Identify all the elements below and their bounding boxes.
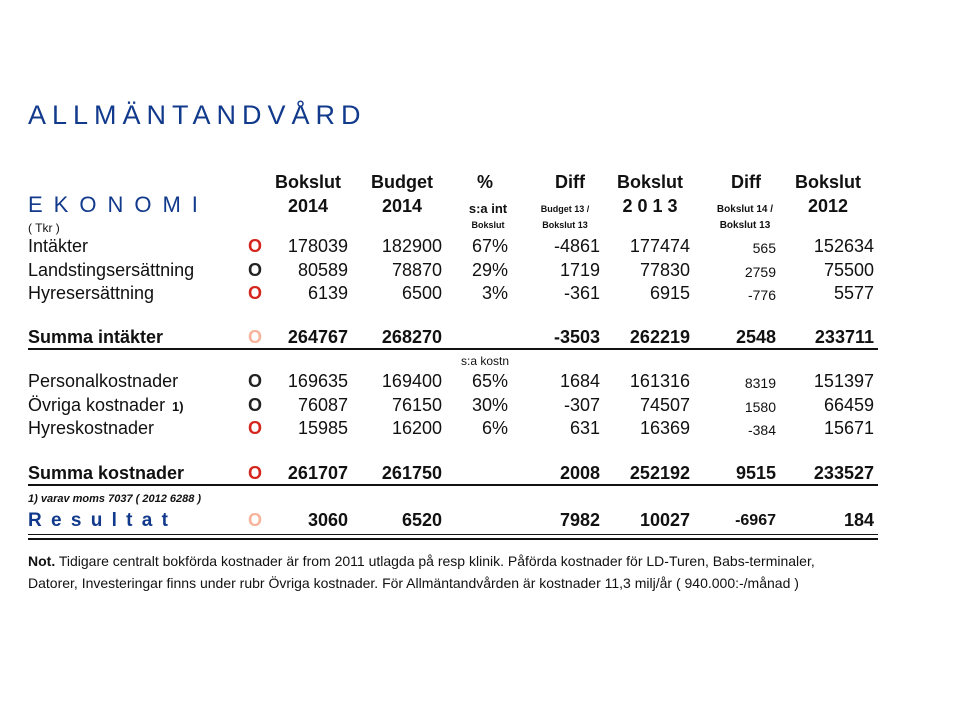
- cell-bokslut-2013: 10027: [639, 510, 690, 530]
- cell-diff1: 7982: [559, 510, 600, 530]
- cell-pct: 29%: [471, 260, 508, 280]
- col-bokslut-2014-year: 2014: [287, 196, 329, 216]
- cell-budget-2014: 268270: [381, 327, 442, 347]
- col-bokslut-2013-top: Bokslut: [616, 172, 683, 192]
- cell-bokslut-2012: 184: [843, 510, 874, 530]
- cell-diff2: 565: [752, 240, 776, 256]
- row-label: Övriga kostnader: [28, 395, 166, 415]
- col-bokslut-2012-year: 2012: [807, 196, 849, 216]
- row-label: Hyresersättning: [28, 283, 155, 303]
- col-diff1-sub: Bokslut 13: [542, 220, 588, 230]
- cell-pct: 3%: [481, 283, 508, 303]
- cell-diff1: 2008: [559, 463, 600, 483]
- row-label: Landstingsersättning: [28, 260, 195, 280]
- cell-bokslut-2012: 5577: [833, 283, 874, 303]
- unit-label: ( Tkr ): [28, 221, 60, 235]
- cell-bokslut-2012: 151397: [813, 371, 874, 391]
- status-marker: O: [248, 236, 263, 256]
- cell-bokslut-2013: 74507: [639, 395, 690, 415]
- cell-diff2: -384: [747, 422, 776, 438]
- row-label: Summa intäkter: [28, 327, 164, 347]
- status-marker: O: [248, 395, 263, 415]
- col-budget-2014-top: Budget: [371, 172, 433, 192]
- cell-bokslut-2014: 6139: [307, 283, 348, 303]
- cell-bokslut-2014: 76087: [297, 395, 348, 415]
- status-marker: O: [248, 283, 263, 303]
- footnote: 1) varav moms 7037 ( 2012 6288 ): [28, 493, 202, 505]
- row-label: Summa kostnader: [28, 463, 185, 483]
- cell-budget-2014: 76150: [391, 395, 442, 415]
- cell-bokslut-2013: 177474: [629, 236, 690, 256]
- divider: [28, 534, 878, 535]
- row-label: R e s u l t a t: [28, 510, 170, 531]
- cell-diff2: 2548: [735, 327, 776, 347]
- cell-budget-2014: 169400: [381, 371, 442, 391]
- cell-bokslut-2012: 75500: [823, 260, 874, 280]
- cell-diff2: 1580: [744, 399, 776, 415]
- status-marker: O: [248, 327, 263, 347]
- cell-budget-2014: 6500: [401, 283, 442, 303]
- cell-bokslut-2013: 161316: [629, 371, 690, 391]
- cell-pct: 67%: [471, 236, 508, 256]
- col-diff1-top: Diff: [555, 172, 585, 192]
- row-label: Intäkter: [28, 236, 89, 256]
- divider: [28, 538, 878, 540]
- cell-bokslut-2013: 6915: [649, 283, 690, 303]
- cell-bokslut-2012: 15671: [823, 418, 874, 438]
- col-diff2-top: Diff: [731, 172, 761, 192]
- cell-bokslut-2013: 252192: [629, 463, 690, 483]
- cell-bokslut-2013: 262219: [629, 327, 690, 347]
- note-line-2: Datorer, Investeringar finns under rubr Övriga kostnader. För Allmäntandvården är kostnader 11,3 milj/år ( 940.000:-/månad ): [28, 575, 799, 591]
- col-pct-mid: s:a int: [468, 201, 508, 216]
- cell-diff1: 631: [569, 418, 600, 438]
- cell-diff1: -4861: [553, 236, 600, 256]
- col-bokslut-2014-top: Bokslut: [274, 172, 341, 192]
- cell-bokslut-2014: 15985: [297, 418, 348, 438]
- cell-bokslut-2014: 261707: [287, 463, 348, 483]
- cell-pct: 30%: [471, 395, 508, 415]
- col-budget-2014-year: 2014: [381, 196, 423, 216]
- cell-diff2: 9515: [735, 463, 776, 483]
- note-label: Not.: [28, 553, 56, 569]
- row-label: Hyreskostnader: [28, 418, 155, 438]
- status-marker: O: [248, 463, 263, 483]
- status-marker: O: [248, 260, 263, 280]
- col-pct-top: %: [476, 172, 493, 192]
- status-marker: O: [248, 418, 263, 438]
- cell-bokslut-2013: 77830: [639, 260, 690, 280]
- col-bokslut-2013-year: 2 0 1 3: [622, 196, 678, 216]
- cell-budget-2014: 261750: [381, 463, 442, 483]
- note-line-1: [28, 553, 815, 569]
- cell-diff1: 1719: [559, 260, 600, 280]
- cell-budget-2014: 6520: [401, 510, 442, 530]
- col-bokslut-2012-top: Bokslut: [794, 172, 861, 192]
- cell-bokslut-2014: 264767: [287, 327, 348, 347]
- cell-budget-2014: 182900: [381, 236, 442, 256]
- cell-bokslut-2012: 233527: [813, 463, 874, 483]
- divider: [28, 348, 878, 350]
- cell-bokslut-2014: 169635: [287, 371, 348, 391]
- divider: [28, 484, 878, 486]
- cell-diff2: -6967: [735, 512, 776, 529]
- cell-diff2: -776: [747, 287, 776, 303]
- footnote-ref: 1): [172, 399, 184, 414]
- cell-bokslut-2013: 16369: [639, 418, 690, 438]
- cell-bokslut-2014: 80589: [297, 260, 348, 280]
- cell-bokslut-2014: 3060: [307, 510, 348, 530]
- cell-diff1: 1684: [559, 371, 600, 391]
- cell-bokslut-2014: 178039: [287, 236, 348, 256]
- col-pct-sub: Bokslut: [471, 220, 505, 230]
- cell-pct: 65%: [471, 371, 508, 391]
- cell-diff2: 2759: [744, 264, 776, 280]
- page-title: ALLMÄNTANDVÅRD: [28, 100, 367, 130]
- cell-diff1: -361: [563, 283, 600, 303]
- cell-budget-2014: 16200: [391, 418, 442, 438]
- cell-bokslut-2012: 152634: [813, 236, 874, 256]
- ekonomi-heading: EKONOMI: [28, 192, 209, 217]
- cell-bokslut-2012: 66459: [823, 395, 874, 415]
- cell-bokslut-2012: 233711: [814, 327, 874, 347]
- note-text-1: Tidigare centralt bokförda kostnader är from 2011 utlagda på resp klinik. Påförda kostnader för LD-Turen, Babs-terminaler,: [55, 553, 815, 569]
- cost-pct-header: s:a kostn: [460, 354, 510, 368]
- cell-diff2: 8319: [744, 375, 776, 391]
- cell-diff1: -307: [563, 395, 600, 415]
- col-diff2-sub: Bokslut 13: [719, 220, 771, 231]
- cell-budget-2014: 78870: [391, 260, 442, 280]
- status-marker: O: [248, 371, 263, 391]
- cell-pct: 6%: [481, 418, 508, 438]
- col-diff2-mid: Bokslut 14 /: [716, 204, 774, 215]
- cell-diff1: -3503: [553, 327, 600, 347]
- status-marker: O: [248, 510, 263, 530]
- row-label: Personalkostnader: [28, 371, 179, 391]
- col-diff1-mid: Budget 13 /: [540, 204, 590, 214]
